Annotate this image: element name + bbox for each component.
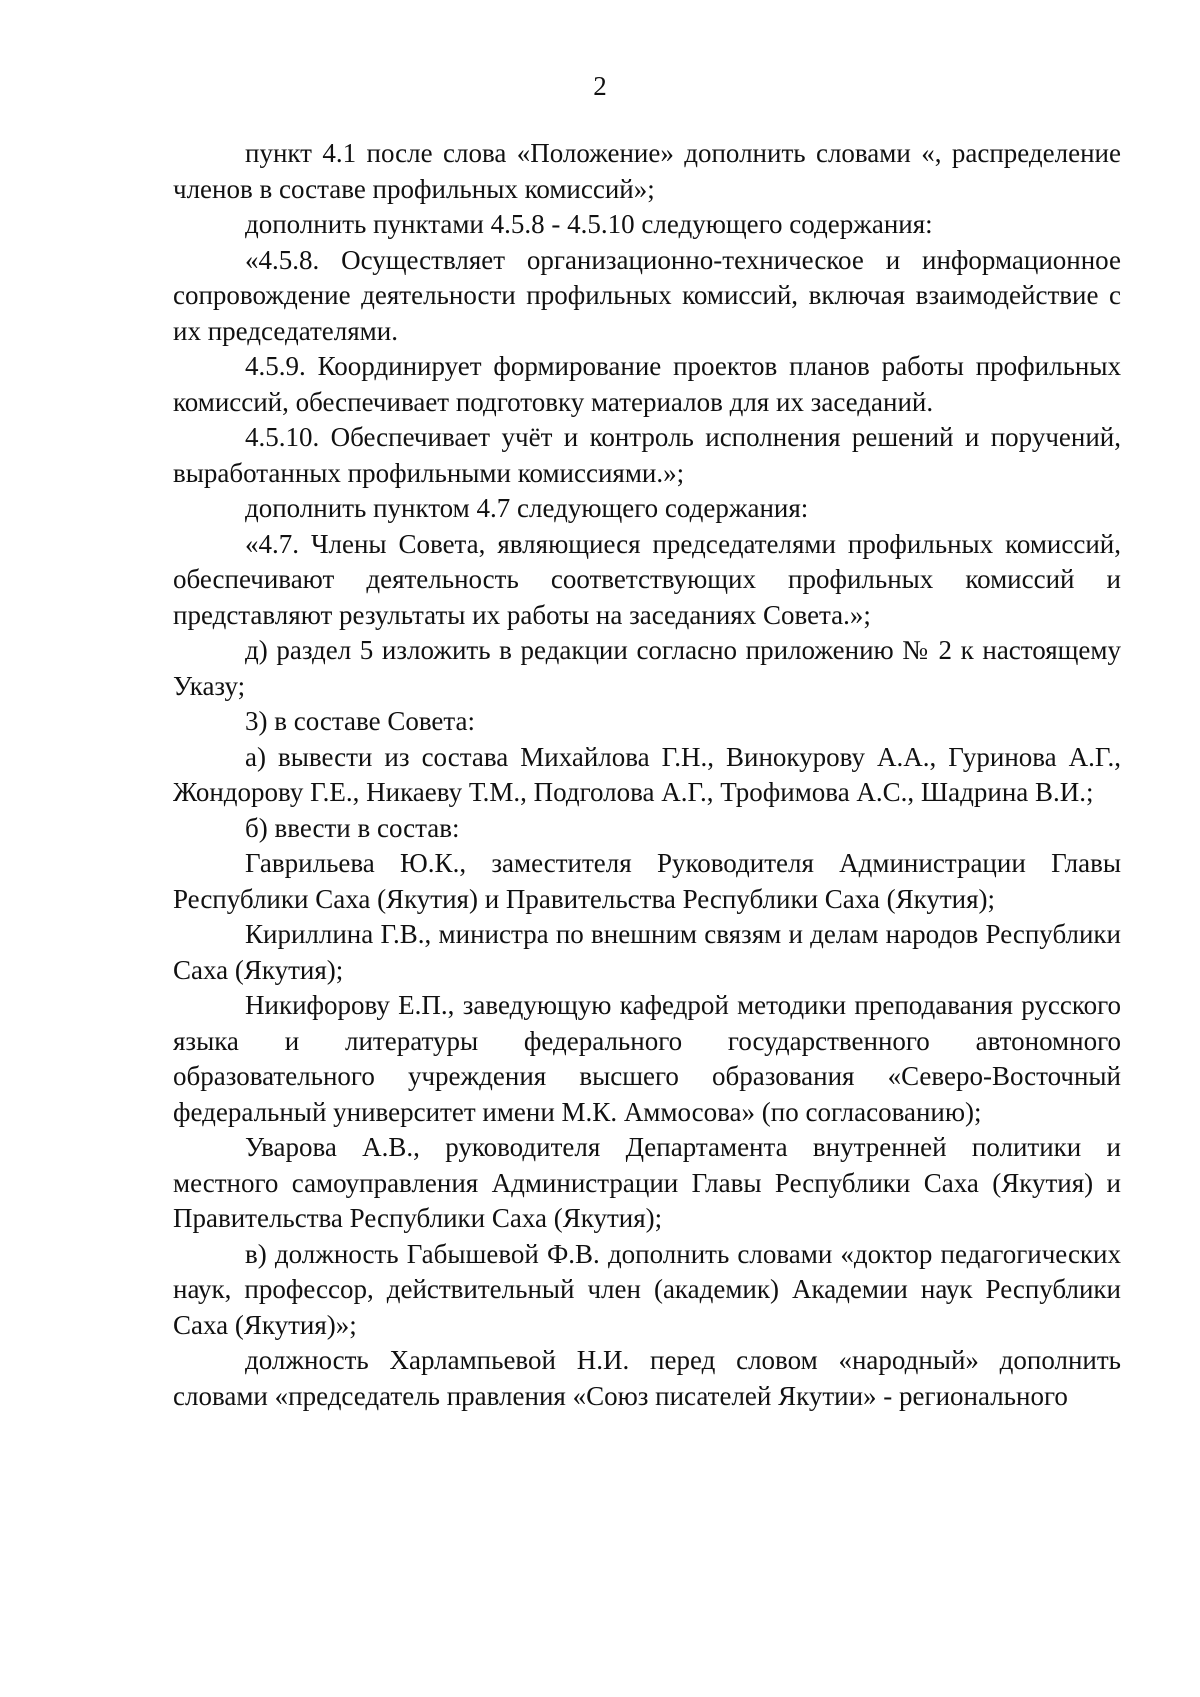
paragraph: Никифорову Е.П., заведующую кафедрой методики преподавания русского языка и литературы федерального государственного автономного образовательного учреждения высшего образования «Северо-Восточный федеральный университет имени М.К. Аммосова» (по согласованию); [173, 990, 1121, 1127]
paragraph: 4.5.10. Обеспечивает учёт и контроль исполнения решений и поручений, выработанных профильными комиссиями.»; [173, 422, 1121, 488]
paragraph: Кириллина Г.В., министра по внешним связям и делам народов Республики Саха (Якутия); [173, 919, 1121, 985]
paragraph: б) ввести в состав: [245, 812, 460, 843]
paragraph: «4.7. Члены Совета, являющиеся председателями профильных комиссий, обеспечивают деятельность соответствующих профильных комиссий и представляют результаты их работы на заседаниях Совета.»; [173, 528, 1121, 630]
paragraph: Гаврильева Ю.К., заместителя Руководителя Администрации Главы Республики Саха (Якутия) и Правительства Республики Саха (Якутия); [173, 848, 1121, 914]
paragraph: пункт 4.1 после слова «Положение» дополнить словами «, распределение членов в составе профильных комиссий»; [173, 138, 1121, 204]
paragraph: д) раздел 5 изложить в редакции согласно приложению № 2 к настоящему Указу; [173, 635, 1121, 701]
document-body [173, 136, 1121, 1414]
paragraph: должность Харлампьевой Н.И. перед словом «народный» дополнить словами «председатель правления «Союз писателей Якутии» - регионального [173, 1345, 1121, 1411]
paragraph: в) должность Габышевой Ф.В. дополнить словами «доктор педагогических наук, профессор, действительный член (академик) Академии наук Республики Саха (Якутия)»; [173, 1238, 1121, 1340]
paragraph: а) вывести из состава Михайлова Г.Н., Винокурову А.А., Гуринова А.Г., Жондорову Г.Е., Никаеву Т.М., Подголова А.Г., Трофимова А.С., Шадрина В.И.; [173, 741, 1121, 807]
paragraph: 4.5.9. Координирует формирование проектов планов работы профильных комиссий, обеспечивает подготовку материалов для их заседаний. [173, 351, 1121, 417]
paragraph: дополнить пунктами 4.5.8 - 4.5.10 следующего содержания: [245, 209, 933, 239]
page-number: 2 [593, 71, 607, 101]
paragraph: Уварова А.В., руководителя Департамента внутренней политики и местного самоуправления Администрации Главы Республики Саха (Якутия) и Правительства Республики Саха (Якутия); [173, 1132, 1121, 1233]
paragraph: 3) в составе Совета: [245, 706, 476, 736]
paragraph: «4.5.8. Осуществляет организационно-техническое и информационное сопровождение деятельности профильных комиссий, включая взаимодействие с их председателями. [173, 244, 1121, 346]
paragraph: дополнить пунктом 4.7 следующего содержания: [245, 493, 809, 523]
